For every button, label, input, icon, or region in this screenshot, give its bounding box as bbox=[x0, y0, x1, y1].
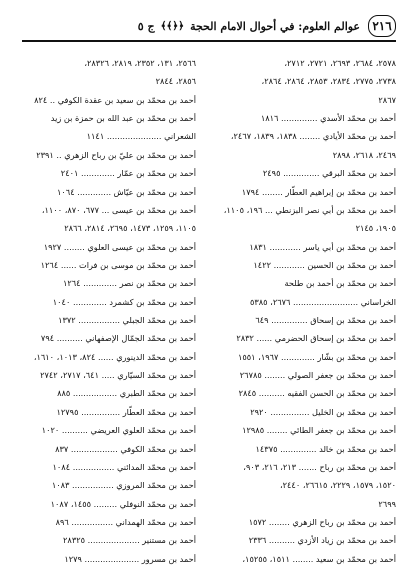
index-entry: أحمد بن محمّد بن بشّار ............. ١٩٦٧، ١٥٥١ bbox=[237, 351, 396, 362]
index-entry: أحمد بن محمّد بن كشمرد ............. ١٠٤٠ bbox=[52, 296, 196, 307]
index-entry: أحمد بن محمّد بن أبي ياسر ............ ١٨٣١ bbox=[249, 241, 396, 252]
index-entry: الخراساني ......................... ٢٦٧٦، ٥٣٨٥ bbox=[249, 296, 396, 307]
index-entry: أحمد بن محمّد بن سعيد بن عقدة الكوفي .. ٨٢٤ bbox=[34, 94, 196, 105]
page-number: ٢١٦ bbox=[368, 15, 396, 37]
index-entry: أحمد بن محمّد بن إبراهيم العطّار ........ ١٧٩٤ bbox=[241, 186, 396, 197]
volume-label: ج ٥ bbox=[137, 19, 155, 33]
ornament-glyph: ﴿﴿﴾﴾ bbox=[160, 20, 185, 32]
index-entry: ٢٤٦٩، ٢٦١٨، ٢٨٩٨ bbox=[332, 149, 396, 160]
index-columns bbox=[22, 52, 396, 566]
right-column bbox=[222, 52, 396, 566]
index-entry: أحمد بن محمّد البرقي .............. ٢٤٩٥ bbox=[262, 168, 396, 179]
index-entry: أحمد بن محمّد النوفلي ......... ١٤٥٥، ١٠٨٧ bbox=[50, 498, 196, 509]
index-entry: أحمد بن محمّد بن عليّ بن رباح الزهري .. ٢٣٩١ bbox=[36, 149, 196, 160]
index-entry: أحمد بن محمّد الطبري ................. ٨٨٥ bbox=[57, 388, 196, 399]
index-entry: أحمد بن محمّد بن رباح ....... ٢١٣، ٢١٦، ٩٠٣، bbox=[243, 461, 396, 472]
index-entry: أحمد بن محمّد الدينوري ...... ٨٢٤، ١٠١٣، ١٦١٠، bbox=[33, 351, 196, 362]
index-entry: أحمد بن محمّد بن عيسى ... ٦٧٧، ٨٧٠، ١١٠٠، bbox=[41, 204, 196, 215]
running-title bbox=[138, 20, 360, 33]
index-entry: أحمد بن محمّد الجبلي ................ ١٣٧٢ bbox=[58, 315, 196, 326]
index-entry: أحمد بن محمّد بن أبي نصر البزنطي ... ١٩٦، ١١٠٥، bbox=[223, 204, 396, 215]
index-entry: أحمد بن محمّد بن جعفر الطائي ........ ١٢٩٨٥ bbox=[242, 425, 396, 436]
index-entry: أحمد بن محمّد بن موسى بن فرات ...... ١٢٦٤ bbox=[40, 259, 196, 270]
left-column bbox=[22, 52, 196, 566]
index-entry: أحمد بن محمّد بن الحسن الفقيه .......... ٢٨٤٥ bbox=[238, 388, 396, 399]
index-entry: أحمد بن محمّد بن خالد .............. ١٤٣٧٥ bbox=[255, 443, 396, 454]
index-entry: أحمد بن محمّد بن عيسى العلوي ........ ١٩٢٧ bbox=[43, 241, 196, 252]
index-entry: أحمد بن محمّد المدائني ................ ١٠٨٤ bbox=[52, 461, 196, 472]
index-entry: أحمد بن محمّد العلوي العريضي .......... ١٠٢٠ bbox=[41, 425, 196, 436]
index-entry: أحمد بن محمّد الكوفي .................. ٨٣٧ bbox=[55, 443, 196, 454]
index-entry: الشعراني ..................... ١١٤١ bbox=[86, 131, 196, 142]
index-entry: ١٩٠٥، ٢١٤٥ bbox=[355, 223, 396, 234]
index-entry: أحمد بن مستنير .................... ٢٨٣٢٥ bbox=[63, 535, 196, 546]
index-entry: أحمد بن مسرور ..................... ١٢٧٩ bbox=[64, 553, 196, 564]
index-entry: أحمد بن محمّد الأيادي ........ ١٨٣٨، ١٨٣٩، ٢٤٦٧، bbox=[230, 131, 396, 142]
index-entry: أحمد بن محمّد بن أحمد بن طلحة bbox=[284, 278, 396, 289]
index-entry: ٢٥٧٨، ٢٦٨٤، ٢٦٩٣، ٢٧٢١، ٢٧١٢، bbox=[284, 58, 396, 68]
index-entry: أحمد بن محمّد المروزي ................ ١٠٨٣ bbox=[51, 480, 196, 491]
index-entry: ٢٨٥٦، ٢٨٤٤ bbox=[155, 76, 196, 87]
index-entry: أحمد بن محمّد بن الحسين ............ ١٤٢٢ bbox=[253, 259, 396, 270]
index-entry: أحمد بن محمّد بن نصر ............. ١٢٦٤ bbox=[62, 278, 196, 289]
index-entry: أحمد بن محمّد بن سعيد ........ ١٥١١، ١٥٢٥٥، bbox=[242, 553, 396, 564]
index-entry: أحمد بن محمّد بن زياد الأزدي .......... ٢٣٣٦ bbox=[248, 535, 396, 546]
index-entry: أحمد بن محمّد بن رباح الزهري ........ ١٥٧٢ bbox=[248, 516, 396, 527]
index-entry: أحمد بن محمّد الجمّال الإصفهاني .......... ٧٩٤ bbox=[40, 333, 196, 344]
index-entry: ٢٥٦٦، ١٣١، ٢٣٥٢، ٢٨١٩، ٢٨٣٢٦، bbox=[84, 58, 196, 68]
index-entry: أحمد بن محمّد بن إسحاق الحضرمي ...... ٢٨٣٢ bbox=[236, 333, 396, 344]
index-entry: أحمد بن محمّد بن جعفر الصولي ........ ٢٦٧٨٥ bbox=[239, 370, 396, 381]
index-entry: أحمد بن محمّد بن الخليل ............... ٢٩٢٠ bbox=[250, 406, 396, 417]
index-entry: أحمد بن محمّد الهمداني ................ ٨٩٦ bbox=[55, 516, 196, 527]
index-entry: أحمد بن محمّد بن عبد الله بن حمزة بن زيد bbox=[50, 113, 196, 124]
index-entry: أحمد بن محمّد بن عيّاش ............. ١٠٦٤ bbox=[57, 186, 196, 197]
index-entry: ٢٨٦٧ bbox=[378, 94, 396, 105]
index-entry: أحمد بن محمّد بن إسحاق .............. ٦٤٩ bbox=[255, 315, 396, 326]
index-entry: أحمد بن محمّد السيّاري ..... ٦٤١، ٢٧١٧، ٢٧٤٢ bbox=[40, 370, 196, 381]
index-entry: أحمد بن محمّد الأسدي .............. ١٨١٦ bbox=[260, 113, 396, 124]
index-entry: أحمد بن محمّد العطّار ............... ١٢٧٩٥ bbox=[56, 406, 196, 417]
index-entry: ٢٧٣٨، ٢٧٧٥، ٢٨٣٤، ٢٨٥٣، ٢٨٦٤، ٢٨٦٤، bbox=[261, 76, 396, 87]
index-entry: أحمد بن محمّد بن عمّار ............. ٢٤٠١ bbox=[60, 168, 196, 179]
index-entry: ١١٠٥، ١٢٥٩، ١٤٧٣، ٢٦٩٥، ٢٨١٤، ٢٨٦٦ bbox=[64, 223, 196, 234]
index-entry: ١٥٢٠، ١٥٧٩، ٢٢٢٩، ٢٦٦١٥، ٢٤٤٠، bbox=[279, 480, 396, 491]
page-header bbox=[22, 12, 396, 42]
index-entry: ٢٦٩٩ bbox=[378, 498, 396, 509]
book-title: عوالم العلوم: في أحوال الامام الحجة bbox=[190, 19, 360, 33]
